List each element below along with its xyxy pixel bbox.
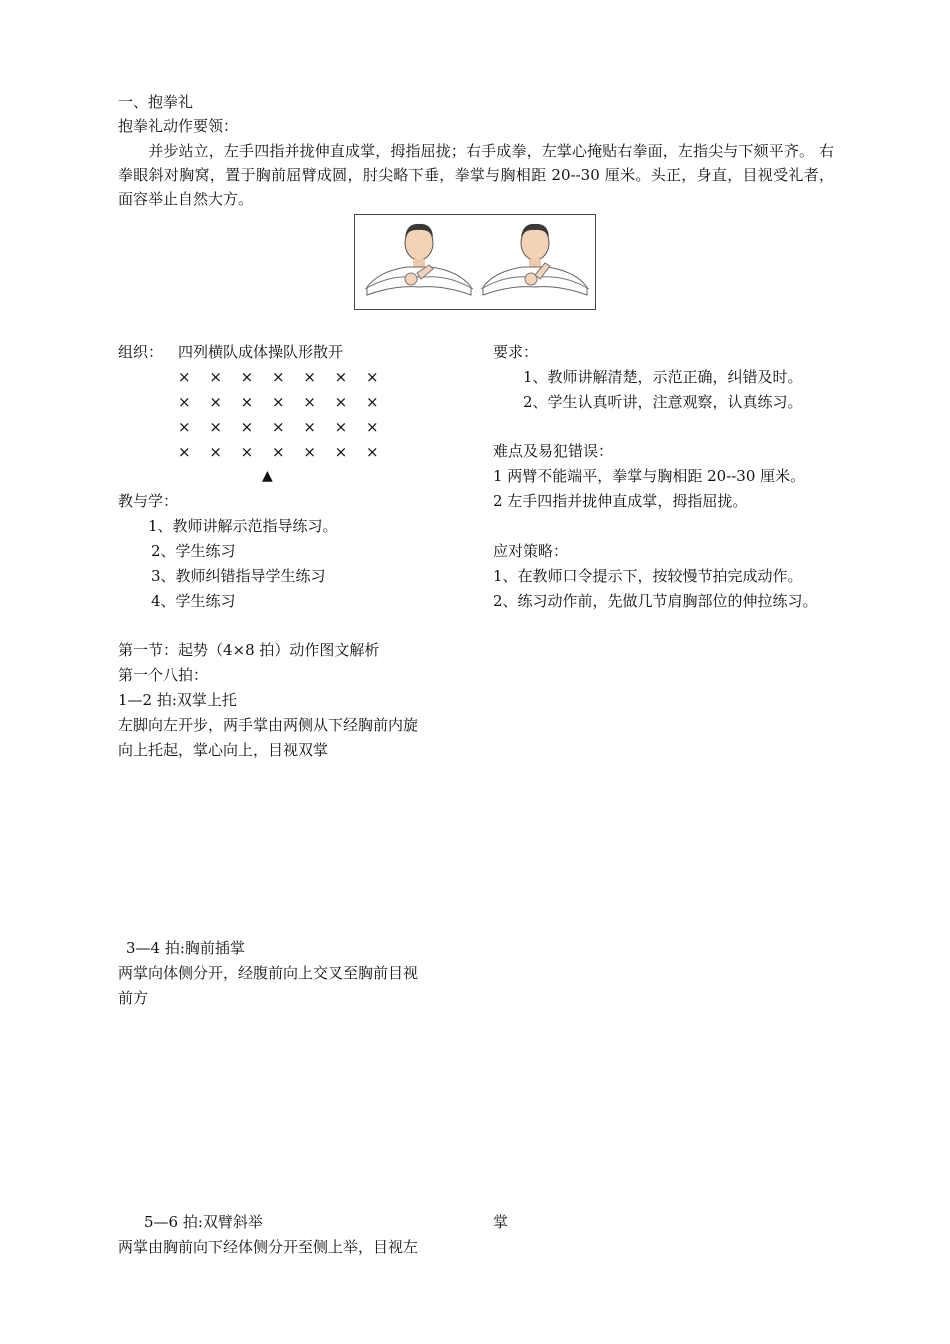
beat-5-6-continuation: 掌 [493,1213,509,1231]
beat-3-4-text: 两掌向体侧分开，经腹前向上交叉至胸前目视 [118,964,419,982]
formation-row: × × × × × × × [178,443,386,461]
difficulty-item: 2 左手四指并拢伸直成掌，拇指屈拢。 [493,492,748,510]
teaching-item: 2、学生练习 [151,542,236,560]
organization-label: 组织： [118,343,164,361]
description-paragraph: 并步站立，左手四指并拢伸直成掌，拇指屈拢；右手成拳，左掌心掩贴右拳面，左指尖与下颏平齐。 右拳眼斜对胸窝，置于胸前屈臂成圆，肘尖略下垂，拳掌与胸相距 20--30 厘米。头正，身直，目视受礼者，面容举止自然大方。 [118,142,834,208]
teaching-item: 3、教师纠错指导学生练习 [151,567,326,585]
organization-formation: 四列横队成体操队形散开 [178,343,344,361]
strategy-item: 1、在教师口令提示下，按较慢节拍完成动作。 [493,567,803,585]
beat-1-2-text: 向上托起，掌心向上，目视双掌 [118,741,329,759]
beat-1-2-title: 1—2 拍:双掌上托 [118,691,237,709]
teaching-label: 教与学： [118,492,179,510]
teaching-item: 4、学生练习 [151,592,236,610]
section-heading: 一、抱拳礼 [118,93,194,111]
section2-heading: 第一节：起势（4×8 拍）动作图文解析 [118,641,380,659]
first-eight-label: 第一个八拍： [118,666,209,684]
difficulties-label: 难点及易犯错误： [493,442,614,460]
strategies-label: 应对策略： [493,542,569,560]
beat-5-6-title: 5—6 拍:双臂斜举 [144,1213,263,1231]
teaching-item: 1、教师讲解示范指导练习。 [148,517,338,535]
teacher-marker: ▲ [262,468,273,484]
difficulty-item: 1 两臂不能端平，拳掌与胸相距 20--30 厘米。 [493,467,806,485]
beat-5-6-text: 两掌由胸前向下经体侧分开至侧上举，目视左 [118,1238,419,1256]
formation-row: × × × × × × × [178,393,386,411]
formation-row: × × × × × × × [178,418,386,436]
beat-3-4-text: 前方 [118,989,149,1007]
beat-1-2-text: 左脚向左开步，两手掌由两侧从下经胸前内旋 [118,716,419,734]
salute-figures-image [355,215,595,309]
baoquan-salute-illustration [354,214,596,310]
section-subheading: 抱拳礼动作要领： [118,117,239,135]
beat-3-4-title: 3—4 拍:胸前插掌 [126,939,245,957]
requirement-item: 1、教师讲解清楚，示范正确，纠错及时。 [523,368,803,386]
requirement-item: 2、学生认真听讲，注意观察，认真练习。 [523,393,803,411]
requirements-label: 要求： [493,343,539,361]
formation-row: × × × × × × × [178,368,386,386]
strategy-item: 2、练习动作前，先做几节肩胸部位的伸拉练习。 [493,592,818,610]
